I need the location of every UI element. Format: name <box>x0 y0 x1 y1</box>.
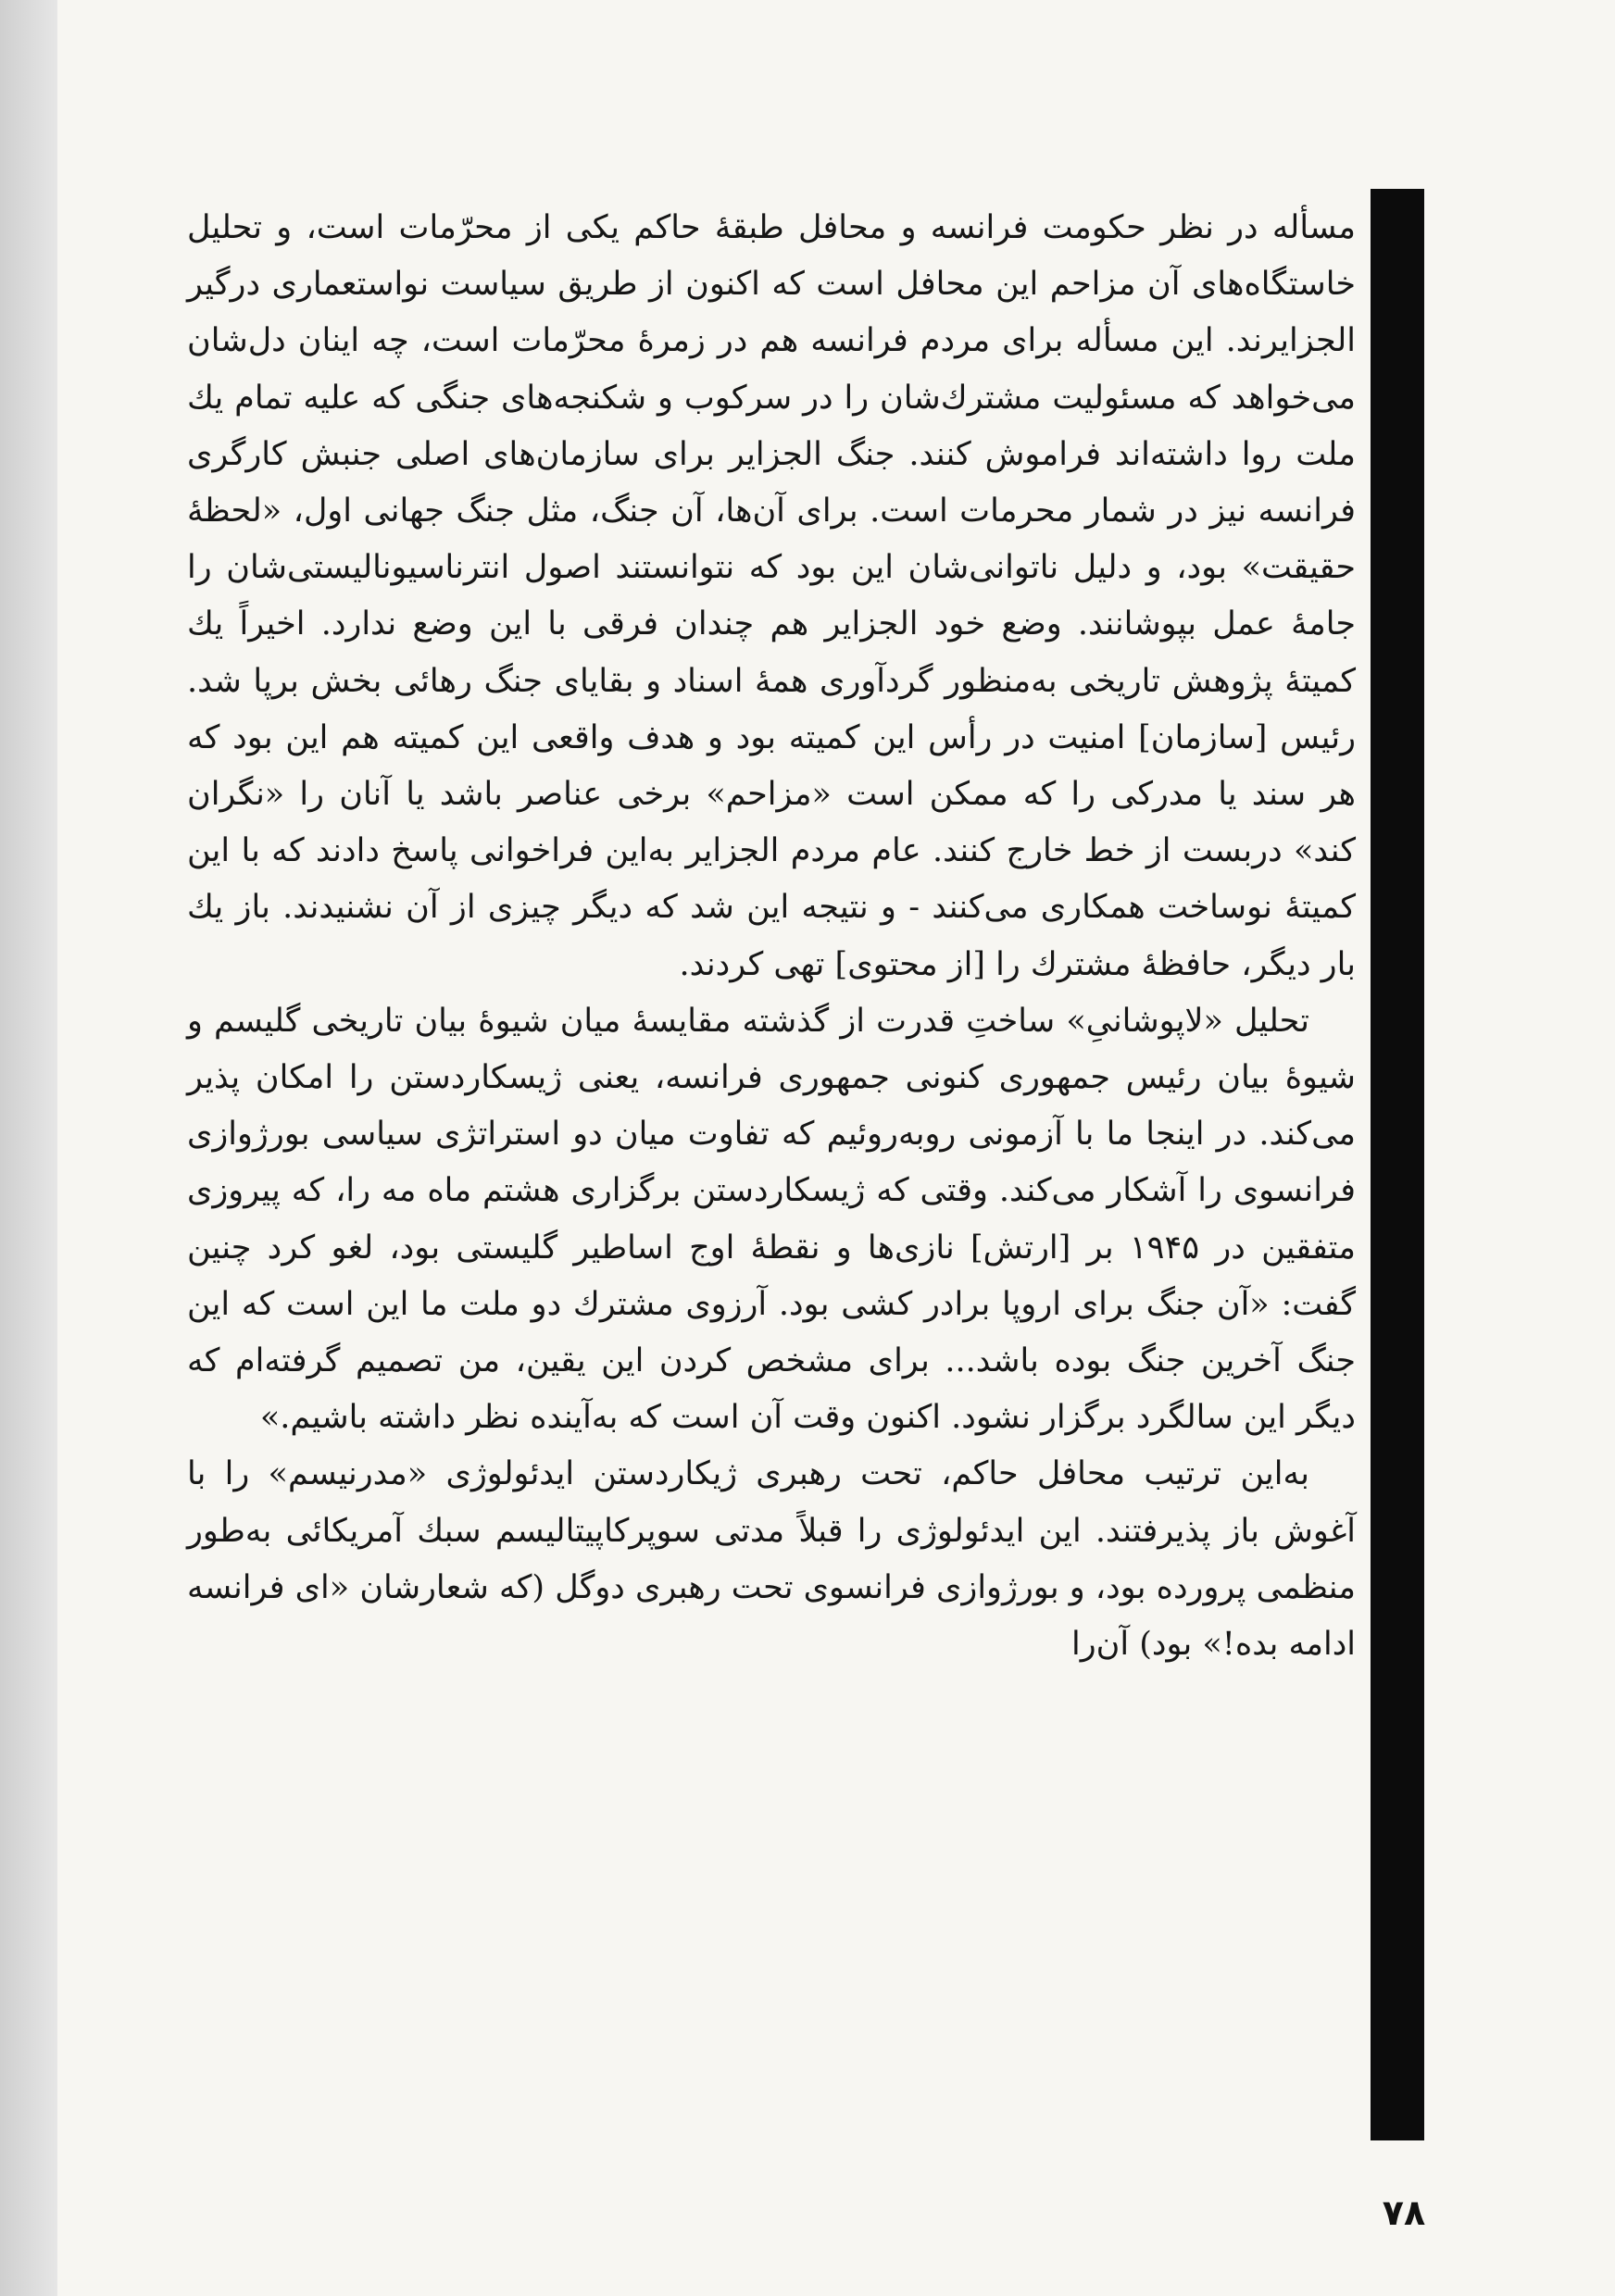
scan-left-edge <box>0 0 57 2296</box>
page-number: ۷۸ <box>1382 2192 1426 2233</box>
book-page <box>57 0 1615 2296</box>
paragraph-3: به‌این ترتیب محافل حاکم، تحت رهبری ژیکاردستن ایدئولوژی «مدرنیسم» را با آغوش باز پذیرفتند. این ایدئولوژی را قبلاً مدتی سوپرکاپیتالیسم سبك آمریکائی به‌طور منظمی پرورده بود، و بورژوازی فرانسوی تحت رهبری دوگل (که شعارشان «ای فرانسه ادامه بده!» بود) آن‌را <box>187 1455 1356 1664</box>
body-text <box>187 200 1356 1673</box>
margin-black-bar <box>1371 189 1424 2140</box>
paragraph-1: مسأله در نظر حکومت فرانسه و محافل طبقهٔ حاکم یکی از محرّمات است، و تحلیل خاستگاه‌های آن مزاحم این محافل است که اکنون از طریق سیاست نواستعماری درگیر الجزایرند. این مسأله برای مردم فرانسه هم در زمرهٔ محرّمات است، چه اینان دل‌شان می‌خواهد که مسئولیت مشترك‌شان را در سرکوب و شکنجه‌های جنگی که علیه تمام یك ملت روا داشته‌اند فراموش کنند. جنگ الجزایر برای سازمان‌های اصلی جنبش کارگری فرانسه نیز در شمار محرمات است. برای آن‌ها، آن جنگ، مثل جنگ جهانی اول، «لحظهٔ حقیقت» بود، و دلیل ناتوانی‌شان این بود که نتوانستند اصول انترناسیونالیستی‌شان را جامهٔ عمل بپوشانند. وضع خود الجزایر هم چندان فرقی با این وضع ندارد. اخیراً یك کمیتهٔ پژوهش تاریخی به‌منظور گردآوری همهٔ اسناد و بقایای جنگ رهائی بخش برپا شد. رئیس [سازمان] امنیت در رأس این کمیته بود و هدف واقعی این کمیته هم این بود که هر سند یا مدرکی را که ممکن است «مزاحم» برخی عناصر باشد یا آنان را «نگران کند» دربست از خط خارج کنند. عام مردم الجزایر به‌این فراخوانی پاسخ دادند که با این کمیتهٔ نوساخت همکاری می‌کنند - و نتیجه این شد که دیگر چیزی از آن نشنیدند. باز یك بار دیگر، حافظهٔ مشترك را [از محتوی] تهی کردند. <box>187 209 1356 983</box>
paragraph-2: تحلیل «لاپوشانیِ» ساختِ قدرت از گذشته مقایسهٔ میان شیوهٔ بیان تاریخی گلیسم و شیوهٔ بیان رئیس جمهوری کنونی جمهوری فرانسه، یعنی ژیسکاردستن را امکان پذیر می‌کند. در اینجا ما با آزمونی روبه‌روئیم که تفاوت میان دو استراتژی سیاسی بورژوازی فرانسوی را آشکار می‌کند. وقتی که ژیسکاردستن برگزاری هشتم ماه مه را، که پیروزی متفقین در ۱۹۴۵ بر [ارتش] نازی‌ها و نقطهٔ اوج اساطیر گلیستی بود، لغو کرد چنین گفت: «آن جنگ برای اروپا برادر کشی بود. آرزوی مشترك دو ملت ما این است که این جنگ آخرین جنگ بوده باشد... برای مشخص کردن این یقین، من تصمیم گرفته‌ام که دیگر این سالگرد برگزار نشود. اکنون وقت آن است که به‌آینده نظر داشته باشیم.» <box>187 1002 1356 1437</box>
